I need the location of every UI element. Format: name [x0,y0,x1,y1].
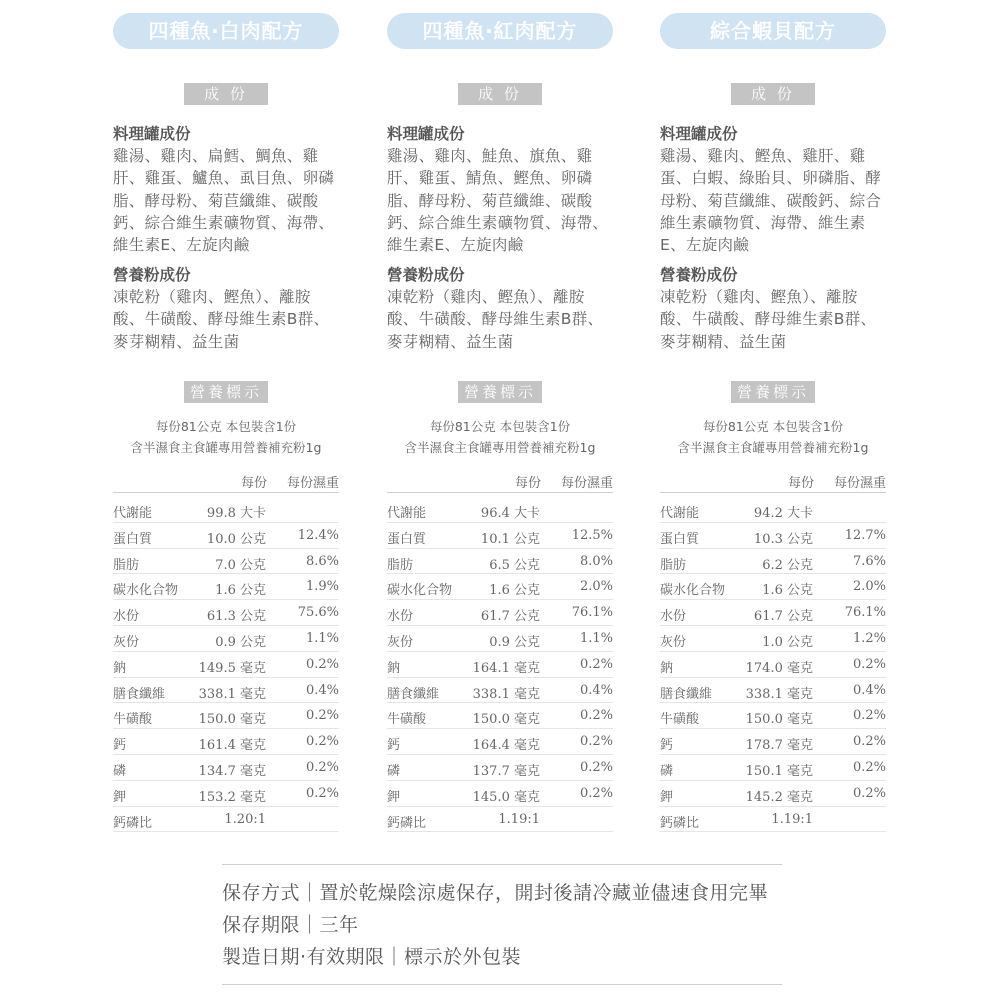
nutrient-value: 1.19:1 [771,811,813,827]
nutrient-name: 鉀 [660,789,674,805]
nutrient-name: 磷 [387,763,401,779]
nutrient-wet-percent: 0.2% [852,759,886,775]
nutrition-label: 營養標示 [458,381,542,403]
nutrient-wet-percent: 1.2% [852,630,886,646]
header-per-serving: 每份 [787,476,814,491]
nutrient-value: 6.5 公克 [489,557,540,573]
powder-ingredients-text: 凍乾粉（雞肉、鰹魚）、離胺酸、牛磺酸、酵母維生素B群、麥芽糊精、益生菌 [660,288,877,351]
nutrient-name: 灰份 [660,634,687,650]
nutrient-wet-percent: 7.6% [852,553,886,569]
nutrient-name: 鈣磷比 [660,815,700,831]
nutrient-value: 94.2 大卡 [753,506,813,521]
nutrition-table-header [387,470,613,492]
nutrient-wet-percent: 2.0% [852,579,886,595]
header-per-serving: 每份 [514,476,541,491]
table-row [660,678,886,704]
nutrient-name: 水份 [387,609,414,625]
nutrient-wet-percent: 8.0% [579,553,613,569]
nutrient-value: 145.2 毫克 [745,789,813,805]
table-row [387,678,613,704]
can-ingredients-title: 料理罐成份 [387,125,465,143]
nutrient-wet-percent: 0.2% [305,656,339,672]
nutrient-wet-percent: 0.2% [852,734,886,750]
nutrient-value: 150.0 毫克 [472,712,540,728]
nutrient-value: 61.7 公克 [480,609,540,625]
nutrient-wet-percent: 12.4% [297,527,339,543]
nutrition-table [113,497,339,832]
nutrient-value: 7.0 公克 [215,557,266,573]
nutrient-value: 164.1 毫克 [472,660,540,676]
nutrient-value: 96.4 大卡 [480,506,540,521]
nutrient-name: 鈣 [113,738,127,754]
nutrition-table [387,497,613,832]
nutrient-wet-percent: 2.0% [579,579,613,595]
nutrient-name: 膳食纖維 [387,686,440,702]
table-row [660,781,886,807]
nutrient-value: 150.1 毫克 [745,763,813,779]
nutrition-table-header [113,470,339,492]
can-ingredients-title: 料理罐成份 [660,125,738,143]
nutrient-value: 10.0 公克 [206,531,266,547]
table-row [660,549,886,575]
serving-supplement-line: 含半濕食主食罐專用營養補充粉1g [404,440,596,455]
nutrient-value: 1.0 公克 [762,634,813,650]
table-row [660,574,886,600]
serving-supplement-line: 含半濕食主食罐專用營養補充粉1g [677,440,869,455]
table-row [113,497,339,523]
nutrient-value: 61.3 公克 [206,609,266,625]
table-row [113,678,339,704]
manufacture-date-text: 製造日期‧有效期限｜標示於外包裝 [222,946,522,968]
nutrient-value: 164.4 毫克 [472,738,540,754]
nutrient-wet-percent: 75.6% [297,605,339,621]
nutrient-name: 磷 [113,763,127,779]
table-header-divider [660,492,886,493]
nutrient-wet-percent: 0.2% [305,785,339,801]
table-row [113,574,339,600]
nutrient-wet-percent: 76.1% [571,605,613,621]
nutrient-name: 脂肪 [387,557,414,573]
footer-bottom-divider [222,984,782,985]
nutrient-name: 鈣 [660,738,674,754]
nutrient-value: 149.5 毫克 [198,660,266,676]
nutrient-wet-percent: 1.1% [579,630,613,646]
nutrient-value: 99.8 大卡 [206,506,266,521]
table-row [660,729,886,755]
ingredients-label: 成 份 [184,83,268,105]
nutrient-name: 水份 [660,609,687,625]
nutrient-wet-percent: 0.2% [852,785,886,801]
nutrient-wet-percent: 0.2% [852,656,886,672]
serving-size-line: 每份81公克 本包裝含1份 [155,419,297,434]
powder-ingredients-text: 凍乾粉（雞肉、鰹魚）、離胺酸、牛磺酸、酵母維生素B群、麥芽糊精、益生菌 [387,288,604,351]
nutrient-value: 338.1 毫克 [198,686,266,702]
nutrient-name: 鉀 [387,789,401,805]
nutrient-name: 鈉 [387,660,401,676]
nutrient-name: 脂肪 [660,557,687,573]
table-row [113,703,339,729]
nutrient-value: 338.1 毫克 [745,686,813,702]
table-row [113,600,339,626]
nutrient-value: 153.2 毫克 [198,789,266,805]
nutrient-name: 鈣磷比 [387,815,427,831]
header-per-serving: 每份 [240,476,267,491]
nutrition-table [660,497,886,832]
nutrient-name: 脂肪 [113,557,140,573]
table-row [113,549,339,575]
nutrient-value: 134.7 毫克 [198,763,266,779]
can-ingredients-title: 料理罐成份 [113,125,191,143]
table-row [387,600,613,626]
table-row [387,497,613,523]
nutrient-value: 150.0 毫克 [198,712,266,728]
nutrient-value: 178.7 毫克 [745,738,813,754]
nutrient-name: 代謝能 [660,506,700,521]
nutrient-name: 灰份 [387,634,414,650]
nutrient-value: 6.2 公克 [762,557,813,573]
nutrient-name: 代謝能 [113,506,153,521]
header-wet-weight: 每份濕重 [833,476,886,491]
table-row [113,781,339,807]
nutrient-name: 灰份 [113,634,140,650]
nutrition-table-header [660,470,886,492]
header-wet-weight: 每份濕重 [286,476,339,491]
table-row [660,523,886,549]
nutrient-value: 150.0 毫克 [745,712,813,728]
nutrient-wet-percent: 0.2% [579,734,613,750]
nutrient-wet-percent: 0.2% [579,708,613,724]
header-wet-weight: 每份濕重 [560,476,613,491]
nutrient-value: 137.7 毫克 [472,763,540,779]
table-row [113,626,339,652]
nutrient-value: 0.9 公克 [215,634,266,650]
nutrient-wet-percent: 0.4% [579,682,613,698]
nutrient-wet-percent: 0.2% [579,759,613,775]
table-row [387,652,613,678]
nutrient-name: 牛磺酸 [387,712,427,728]
table-row [660,652,886,678]
nutrient-name: 碳水化合物 [387,583,453,599]
table-row [113,729,339,755]
nutrient-value: 174.0 毫克 [745,660,813,676]
footer-top-divider [222,864,782,865]
nutrient-name: 蛋白質 [113,531,153,547]
table-row [387,574,613,600]
nutrient-name: 代謝能 [387,506,427,521]
nutrient-wet-percent: 0.2% [305,734,339,750]
nutrient-name: 牛磺酸 [113,712,153,728]
nutrient-value: 1.6 公克 [762,583,813,599]
table-header-divider [387,492,613,493]
nutrient-name: 鈉 [113,660,127,676]
recipe-title-pill: 綜合蝦貝配方 [660,13,886,49]
nutrient-name: 牛磺酸 [660,712,700,728]
shelf-life-text: 保存期限｜三年 [222,914,359,936]
serving-size-line: 每份81公克 本包裝含1份 [702,419,844,434]
table-row [660,807,886,833]
serving-size-line: 每份81公克 本包裝含1份 [429,419,571,434]
powder-ingredients-title: 營養粉成份 [660,266,738,284]
nutrient-wet-percent: 0.2% [579,656,613,672]
nutrient-wet-percent: 12.5% [571,527,613,543]
recipe-title-pill: 四種魚‧紅肉配方 [387,13,613,49]
ingredients-label: 成 份 [731,83,815,105]
nutrient-name: 蛋白質 [660,531,700,547]
table-row [113,523,339,549]
nutrient-name: 碳水化合物 [660,583,726,599]
nutrient-name: 鈣 [387,738,401,754]
table-row [387,549,613,575]
table-row [660,600,886,626]
nutrient-wet-percent: 8.6% [305,553,339,569]
nutrient-value: 1.20:1 [224,811,266,827]
nutrient-name: 蛋白質 [387,531,427,547]
serving-supplement-line: 含半濕食主食罐專用營養補充粉1g [130,440,322,455]
nutrition-label: 營養標示 [184,381,268,403]
nutrient-name: 鈣磷比 [113,815,153,831]
powder-ingredients-title: 營養粉成份 [113,266,191,284]
storage-method-text: 保存方式｜置於乾燥陰涼處保存，開封後請冷藏並儘速食用完畢 [222,882,769,904]
table-row [660,497,886,523]
nutrient-value: 10.3 公克 [753,531,813,547]
nutrient-name: 磷 [660,763,674,779]
table-row [387,703,613,729]
table-row [387,781,613,807]
table-row [387,626,613,652]
table-row [660,755,886,781]
nutrient-value: 145.0 毫克 [472,789,540,805]
nutrient-value: 1.6 公克 [215,583,266,599]
nutrient-wet-percent: 0.2% [852,708,886,724]
nutrient-value: 1.19:1 [498,811,540,827]
can-ingredients-text: 雞湯、雞肉、鮭魚、旗魚、雞肝、雞蛋、鯖魚、鰹魚、卵磷脂、酵母粉、菊苣纖維、碳酸鈣、綜合維生素礦物質、海帶、維生素E、左旋肉鹼 [387,147,609,255]
table-row [387,523,613,549]
nutrient-wet-percent: 1.1% [305,630,339,646]
ingredients-label: 成 份 [458,83,542,105]
nutrient-value: 338.1 毫克 [472,686,540,702]
nutrient-value: 61.7 公克 [753,609,813,625]
nutrient-wet-percent: 1.9% [305,579,339,595]
nutrient-value: 161.4 毫克 [198,738,266,754]
recipe-title-pill: 四種魚‧白肉配方 [113,13,339,49]
table-row [660,626,886,652]
table-row [113,755,339,781]
can-ingredients-text: 雞湯、雞肉、鰹魚、雞肝、雞蛋、白蝦、綠貽貝、卵磷脂、酵母粉、菊苣纖維、碳酸鈣、綜合維生素礦物質、海帶、維生素E、左旋肉鹼 [660,147,882,255]
powder-ingredients-title: 營養粉成份 [387,266,465,284]
nutrient-name: 膳食纖維 [113,686,166,702]
nutrient-wet-percent: 12.7% [844,527,886,543]
nutrient-name: 鉀 [113,789,127,805]
nutrient-wet-percent: 0.2% [579,785,613,801]
nutrient-wet-percent: 0.2% [305,708,339,724]
nutrient-wet-percent: 0.4% [305,682,339,698]
table-header-divider [113,492,339,493]
powder-ingredients-text: 凍乾粉（雞肉、鰹魚）、離胺酸、牛磺酸、酵母維生素B群、麥芽糊精、益生菌 [113,288,330,351]
table-row [660,703,886,729]
nutrient-name: 膳食纖維 [660,686,713,702]
table-row [387,729,613,755]
nutrient-name: 水份 [113,609,140,625]
table-row [387,755,613,781]
nutrient-wet-percent: 0.4% [852,682,886,698]
table-row [113,807,339,833]
can-ingredients-text: 雞湯、雞肉、扁鱈、鯛魚、雞肝、雞蛋、鱸魚、虱目魚、卵磷脂、酵母粉、菊苣纖維、碳酸鈣、綜合維生素礦物質、海帶、維生素E、左旋肉鹼 [113,147,335,255]
nutrition-label: 營養標示 [731,381,815,403]
nutrient-value: 10.1 公克 [480,531,540,547]
nutrient-value: 0.9 公克 [489,634,540,650]
nutrient-wet-percent: 0.2% [305,759,339,775]
nutrient-name: 碳水化合物 [113,583,179,599]
nutrient-value: 1.6 公克 [489,583,540,599]
table-row [113,652,339,678]
table-row [387,807,613,833]
nutrient-wet-percent: 76.1% [844,605,886,621]
nutrient-name: 鈉 [660,660,674,676]
